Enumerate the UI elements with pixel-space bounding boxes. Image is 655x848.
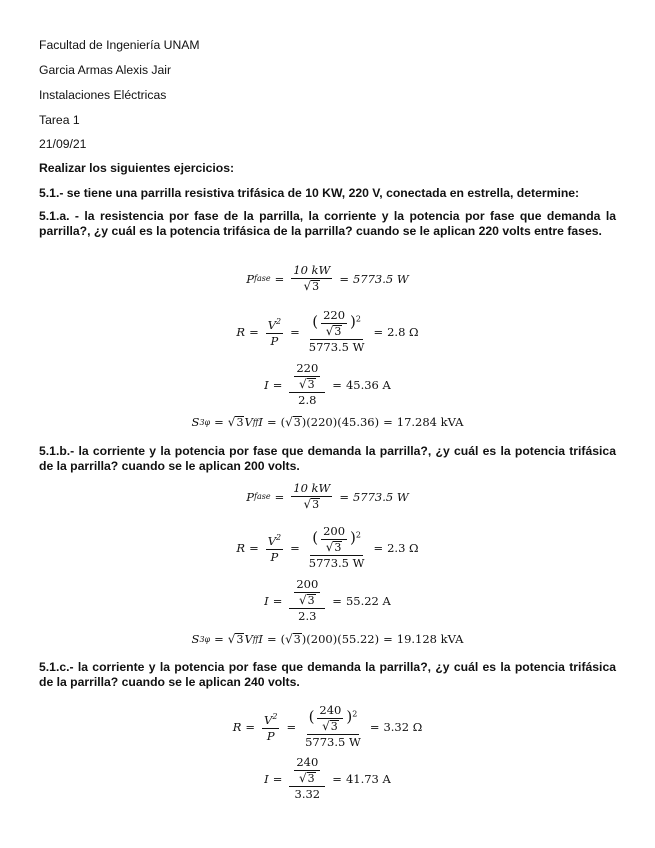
part-b-power-equation: P fase = 10 kW √ 3 = 5773.5 W xyxy=(246,481,409,511)
i-result: 45.36 A xyxy=(345,377,391,392)
v-exponent: 2 xyxy=(276,317,282,327)
part-c-current-equation: I = 240 √ 3 3.32 = 41.73 A xyxy=(264,755,391,801)
s-subscript: 3φ xyxy=(199,417,211,427)
instructions-heading: Realizar los siguientes ejercicios: xyxy=(39,161,235,175)
part-a-current-equation: I = 220 √ 3 2.8 = 45.36 A xyxy=(264,361,391,407)
i-num-inner: 240 xyxy=(296,755,319,769)
i-denominator: 2.3 xyxy=(298,609,317,623)
p-result: 5773.5 W xyxy=(352,271,409,286)
i-num-den: 3 xyxy=(307,594,315,607)
i-num-inner: 200 xyxy=(296,577,319,591)
i-num-den: 3 xyxy=(307,378,315,391)
part-b-question: 5.1.b.- la corriente y la potencia por fase que demanda la parrilla?, ¿y cuál es la potencia trifásica de la parrilla? cuando se le aplican 200 volts. xyxy=(39,444,616,473)
r-result: 3.32 Ω xyxy=(383,719,423,734)
i-num-inner: 220 xyxy=(296,361,319,375)
s-i-value: (45.36) xyxy=(337,415,380,429)
part-a-power-equation: P fase = 10 kW √ 3 = 5773.5 W xyxy=(246,263,409,293)
p-numerator: 10 kW xyxy=(293,481,331,495)
r-num-den: 3 xyxy=(334,325,342,338)
problem-statement: 5.1.- se tiene una parrilla resistiva trifásica de 10 KW, 220 V, conectada en estrella, determine: xyxy=(39,186,580,200)
part-b-resistance-equation: R = $\frac{V^2}{P}$ = ( 200 √ 3 )$^2$ 5773.5 W = 2.3 Ω xyxy=(236,524,419,570)
r-num-den: 3 xyxy=(334,541,342,554)
r-symbol: R xyxy=(236,324,246,339)
r-denominator: 5773.5 W xyxy=(308,556,365,570)
p-subscript: fase xyxy=(254,274,271,283)
r-num-inner: 220 xyxy=(323,308,346,322)
date-line: 21/09/21 xyxy=(39,137,87,151)
i-result: 55.22 A xyxy=(345,593,391,608)
p-denominator: 3 xyxy=(312,280,320,293)
p-result: 5773.5 W xyxy=(352,489,409,504)
part-c-resistance-equation: R = $\frac{V^2}{P}$ = ( 240 √ 3 )$^2$ 5773.5 W = 3.32 Ω xyxy=(232,703,423,749)
r-num-inner: 240 xyxy=(319,703,342,717)
s-v-symbol: V xyxy=(244,415,253,429)
p-denominator: 3 xyxy=(312,498,320,511)
s-symbol: S xyxy=(191,415,200,429)
part-c-question: 5.1.c.- la corriente y la potencia por fase que demanda la parrilla?, ¿y cuál es la potencia trifásica de la parrilla? cuando se le aplican 240 volts. xyxy=(39,660,616,689)
course-line: Instalaciones Eléctricas xyxy=(39,88,167,102)
faculty-line: Facultad de Ingeniería UNAM xyxy=(39,38,200,52)
s-i-symbol: I xyxy=(258,415,263,429)
part-a-apparent-power-equation: S 3φ = √ 3 V ff I = ( √ 3 ) (220) (45.36) = 17.284 kVA xyxy=(191,415,464,429)
assignment-line: Tarea 1 xyxy=(39,113,80,127)
r-result: 2.8 Ω xyxy=(387,324,419,339)
r-num-den: 3 xyxy=(330,720,338,733)
i-result: 41.73 A xyxy=(345,771,391,786)
s-v-subscript: ff xyxy=(252,417,259,427)
s-i-value: (55.22) xyxy=(337,632,380,646)
p-numerator: 10 kW xyxy=(293,263,331,277)
s-v-value: (200) xyxy=(306,632,338,646)
r-denominator: 5773.5 W xyxy=(305,735,361,749)
r-num-exp: 2 xyxy=(355,314,361,324)
r-denominator: 5773.5 W xyxy=(308,340,365,354)
r-result: 2.3 Ω xyxy=(387,540,419,555)
v-symbol: V xyxy=(267,317,277,332)
part-b-current-equation: I = 200 √ 3 2.3 = 55.22 A xyxy=(264,577,391,623)
s-v-value: (220) xyxy=(306,415,338,429)
s-result: 17.284 kVA xyxy=(396,415,464,429)
i-num-den: 3 xyxy=(307,772,315,785)
part-b-apparent-power-equation: S 3φ = √ 3 V ff I = ( √ 3 ) (200) (55.22) = 19.128 kVA xyxy=(191,632,464,646)
part-a-question: 5.1.a. - la resistencia por fase de la parrilla, la corriente y la potencia por fase que demanda la parrilla?, ¿y cuál es la potencia trifásica de la parrilla? cuando se le aplican 220 volts entre fases. xyxy=(39,209,616,238)
p-symbol: P xyxy=(246,271,255,286)
part-a-resistance-equation: R = $\frac{V^2}{P}$ = ( 220 √ 3 )$^2$ 5773.5 W = 2.8 Ω xyxy=(236,308,419,354)
r-num-inner: 200 xyxy=(323,524,346,538)
author-line: Garcia Armas Alexis Jair xyxy=(39,63,172,77)
i-denominator: 2.8 xyxy=(298,393,317,407)
i-symbol: I xyxy=(264,377,269,392)
i-denominator: 3.32 xyxy=(294,787,321,801)
p-symbol-den: P xyxy=(270,333,279,348)
s-result: 19.128 kVA xyxy=(396,632,464,646)
